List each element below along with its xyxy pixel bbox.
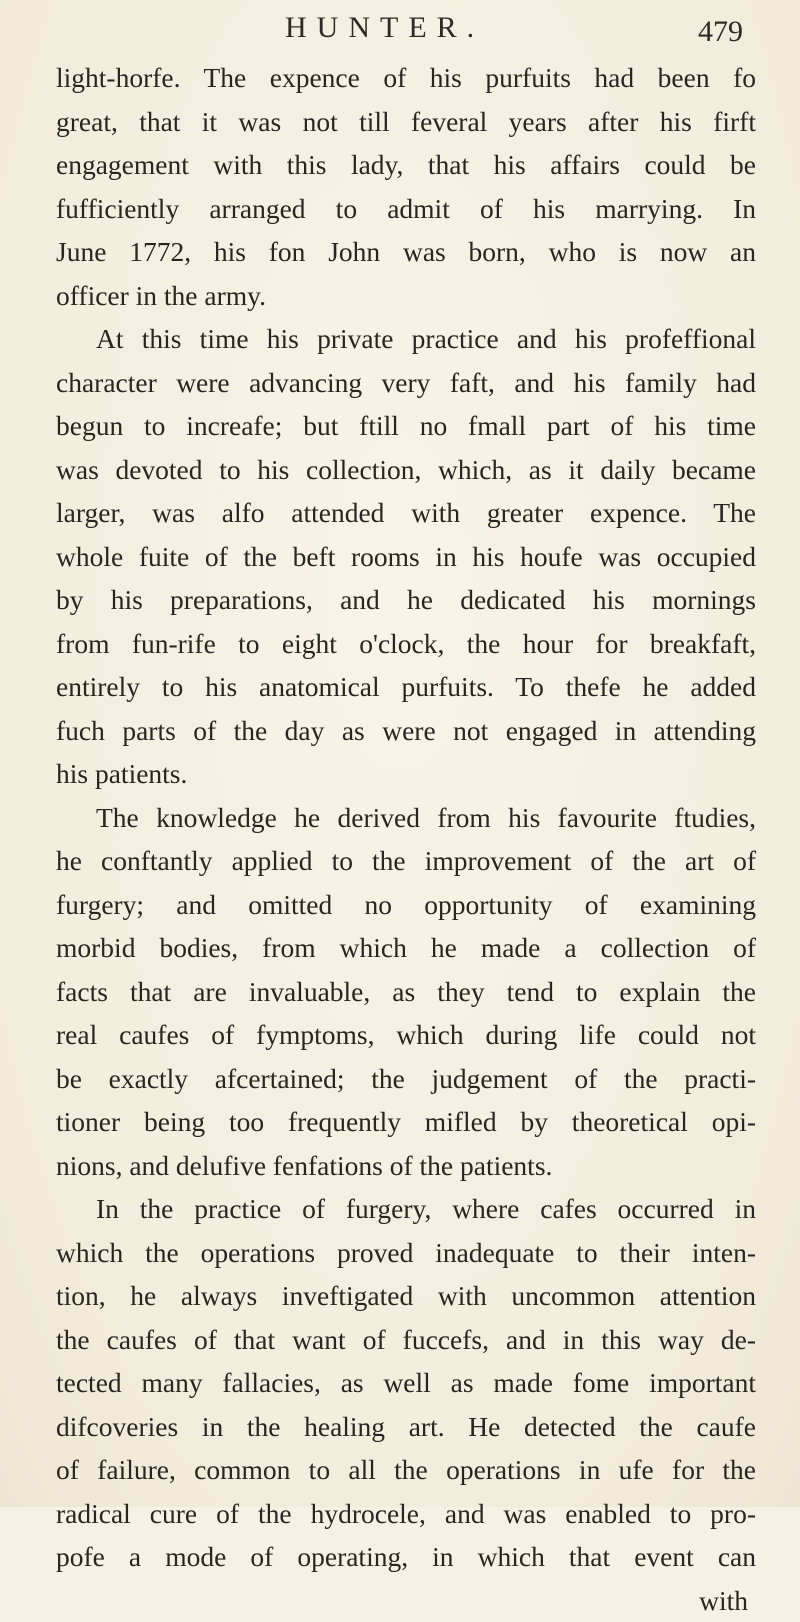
text-line: pofe a mode of operating, in which that event can — [56, 1535, 756, 1579]
text-line: his patients. — [56, 752, 756, 796]
text-line: The knowledge he derived from his favourite ftudies, — [56, 796, 756, 840]
body-text — [56, 56, 756, 1622]
text-line: character were advancing very faft, and his family had — [56, 361, 756, 405]
text-line: larger, was alfo attended with greater expence. The — [56, 491, 756, 535]
text-line: of failure, common to all the operations in ufe for the — [56, 1448, 756, 1492]
text-line: the caufes of that want of fuccefs, and in this way de- — [56, 1318, 756, 1362]
running-title: HUNTER. — [285, 8, 484, 48]
catchword: with — [56, 1579, 756, 1622]
text-line: by his preparations, and he dedicated his mornings — [56, 578, 756, 622]
text-line: officer in the army. — [56, 274, 756, 318]
text-line: difcoveries in the healing art. He detected the caufe — [56, 1405, 756, 1449]
text-line: from fun-rife to eight o'clock, the hour for breakfaft, — [56, 622, 756, 666]
text-line: furgery; and omitted no opportunity of examining — [56, 883, 756, 927]
text-line: morbid bodies, from which he made a collection of — [56, 926, 756, 970]
text-line: tioner being too frequently mifled by theoretical opi- — [56, 1100, 756, 1144]
page-number: 479 — [698, 12, 743, 52]
text-line: engagement with this lady, that his affairs could be — [56, 143, 756, 187]
text-line: tion, he always inveftigated with uncommon attention — [56, 1274, 756, 1318]
text-line: be exactly afcertained; the judgement of the practi- — [56, 1057, 756, 1101]
text-line: At this time his private practice and his profeffional — [56, 317, 756, 361]
text-line: radical cure of the hydrocele, and was enabled to pro- — [56, 1492, 756, 1536]
text-line: nions, and delufive fenfations of the patients. — [56, 1144, 756, 1188]
text-line: fuch parts of the day as were not engaged in attending — [56, 709, 756, 753]
text-line: real caufes of fymptoms, which during life could not — [56, 1013, 756, 1057]
text-line: was devoted to his collection, which, as it daily became — [56, 448, 756, 492]
text-line: facts that are invaluable, as they tend to explain the — [56, 970, 756, 1014]
text-line: he conftantly applied to the improvement of the art of — [56, 839, 756, 883]
text-line: which the operations proved inadequate to their inten- — [56, 1231, 756, 1275]
text-line: great, that it was not till feveral years after his firft — [56, 100, 756, 144]
text-line: entirely to his anatomical purfuits. To thefe he added — [56, 665, 756, 709]
text-line: begun to increafe; but ftill no fmall part of his time — [56, 404, 756, 448]
text-line: tected many fallacies, as well as made fome important — [56, 1361, 756, 1405]
running-header — [0, 8, 800, 48]
text-line: In the practice of furgery, where cafes occurred in — [56, 1187, 756, 1231]
text-line: June 1772, his fon John was born, who is now an — [56, 230, 756, 274]
text-line: whole fuite of the beft rooms in his houfe was occupied — [56, 535, 756, 579]
text-line: light-horfe. The expence of his purfuits had been fo — [56, 56, 756, 100]
text-line: fufficiently arranged to admit of his marrying. In — [56, 187, 756, 231]
